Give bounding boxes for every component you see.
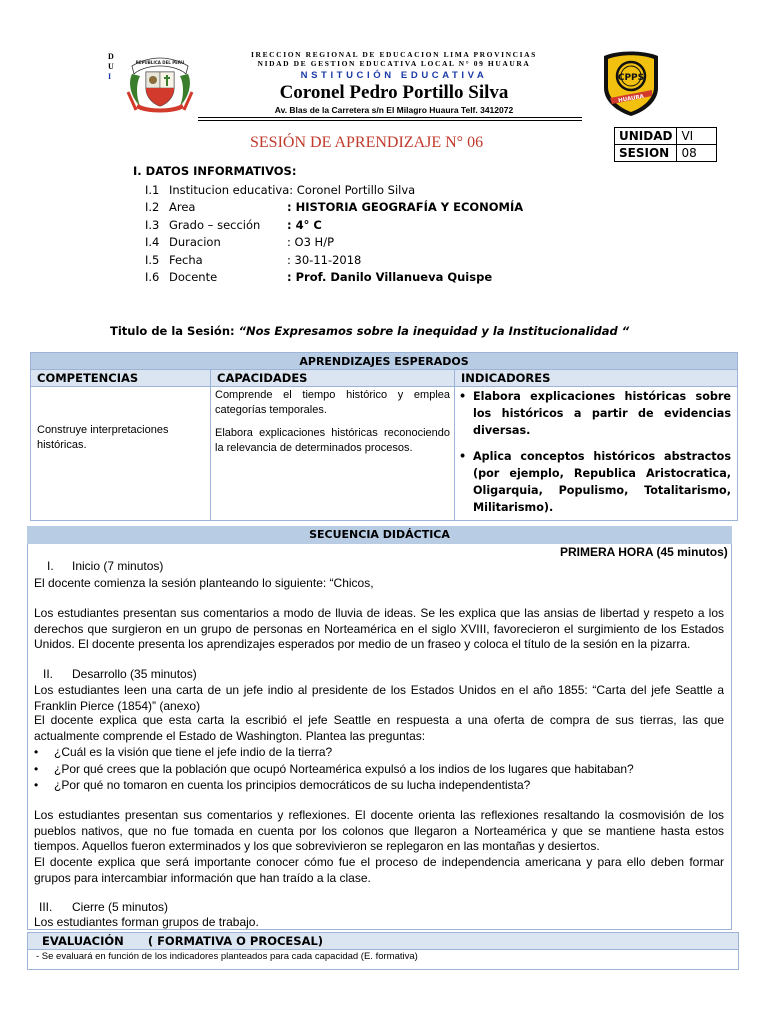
unidad-label: UNIDAD (615, 128, 677, 145)
bullet-icon: • (459, 450, 467, 463)
desarrollo-paragraph: Los estudiantes presentan sus comentarios y reflexiones. El docente orienta las reflexiones resaltando la cosmovisión de los pueblos nativos, que no fue tomada en cuenta por los colonos que llegaron a Norteamérica y que se mantiene hasta estos tiempos. Aquellos fueron exterminados y los que sobrevivieron se replegaron en las montañas y desiertos. (34, 808, 724, 853)
datos-label: Docente (169, 270, 218, 285)
side-letter-i: I (108, 72, 112, 81)
titulo-sesion-value: “Nos Expresamos sobre la inequidad y la Institucionalidad “ (238, 324, 630, 338)
evaluacion-heading (27, 932, 739, 950)
datos-label: Fecha (169, 252, 203, 267)
datos-value: : O3 H/P (287, 235, 335, 250)
evaluacion-label: EVALUACIÓN (42, 934, 124, 948)
list-item (34, 761, 724, 778)
pregunta-text: ¿Cuál es la visión que tiene el jefe indio de la tierra? (54, 745, 333, 759)
aprendizajes-title: APRENDIZAJES ESPERADOS (31, 353, 738, 370)
inicio-num: I. (47, 559, 54, 573)
capacidades-cell (211, 387, 455, 521)
datos-num: I.1 (145, 182, 160, 197)
datos-value: : 30-11-2018 (287, 252, 362, 267)
col-indicadores: INDICADORES (455, 370, 738, 387)
sesion-value: 08 (677, 145, 717, 162)
indicador-text: Elabora explicaciones históricas sobre los históricos a partir de evidencias diversas. (473, 390, 731, 437)
cierre-heading (34, 900, 724, 916)
unit-session-table (614, 127, 717, 162)
datos-row (133, 181, 523, 199)
pregunta-text: ¿Por qué no tomaron en cuenta los principios democráticos de su lucha independentista? (54, 778, 531, 792)
col-competencias: COMPETENCIAS (31, 370, 211, 387)
peru-coat-of-arms-logo (126, 52, 194, 116)
evaluacion-item: - Se evaluará en función de los indicadores planteados para cada capacidad (E. formativa) (27, 950, 739, 970)
bullet-icon: • (459, 390, 467, 403)
list-item (34, 777, 724, 794)
col-capacidades: CAPACIDADES (211, 370, 455, 387)
crest-text: REPUBLICA DEL PERU (135, 60, 185, 65)
preguntas-list (34, 744, 724, 794)
datos-row (133, 199, 523, 217)
datos-label: Institucion educativa (169, 182, 290, 197)
datos-informativos (133, 164, 523, 286)
aprendizajes-table (30, 352, 738, 521)
datos-num: I.2 (145, 200, 160, 215)
list-item (34, 744, 724, 761)
capacidad-item: Comprende el tiempo histórico y emplea categorías temporales. (215, 389, 450, 416)
side-letter-d: D (108, 52, 114, 61)
sesion-label: SESION (615, 145, 677, 162)
inicio-paragraph: El docente comienza la sesión planteando lo siguiente: “Chicos, (34, 576, 374, 590)
bullet-icon: • (34, 778, 39, 792)
datos-value: : Coronel Portillo Silva (289, 182, 416, 197)
desarrollo-paragraph: El docente explica que será importante conocer cómo fue el proceso de independencia americana y para ello deben formar grupos para intercambiar información que han traído a la clase. (34, 855, 724, 885)
datos-label: Duracion (169, 235, 221, 250)
indicadores-cell (455, 387, 738, 521)
datos-num: I.3 (145, 217, 160, 232)
inicio-paragraph: Los estudiantes presentan sus comentarios a modo de lluvia de ideas. Se les explica que las ansias de libertad y respeto a los derechos que surgieron en un grupo de personas en Norteamérica en el siglo XVIII, favorecieron el surgimiento de los Estados Unidos. El docente presenta los aprendizajes esperados por medio de un fraseo y coloca el título de la sesión en la pizarra. (34, 606, 724, 651)
datos-num: I.6 (145, 270, 160, 285)
bullet-icon: • (34, 761, 39, 776)
datos-value: : HISTORIA GEOGRAFÍA Y ECONOMÍA (287, 200, 524, 215)
header-direccion-regional: IRECCION REGIONAL DE EDUCACION LIMA PROVINCIAS (251, 50, 537, 59)
desarrollo-paragraph: Los estudiantes leen una carta de un jefe indio al presidente de los Estados Unidos en el año 1855: “Carta del jefe Seattle a Franklin Pierce (1854)” (anexo) (34, 683, 724, 713)
badge-text: CPPS (617, 73, 645, 83)
secuencia-title: SECUENCIA DIDÁCTICA (27, 526, 732, 544)
sesion-row (615, 145, 717, 162)
datos-title: I. DATOS INFORMATIVOS: (133, 164, 297, 178)
primera-hora-label: PRIMERA HORA (45 minutos) (560, 545, 728, 559)
competencia-cell: Construye interpretaciones históricas. (31, 387, 211, 521)
header-school-name: Coronel Pedro Portillo Silva (279, 82, 509, 103)
datos-row (133, 216, 523, 234)
cierre-paragraph: Los estudiantes forman grupos de trabajo. (34, 915, 259, 929)
datos-value: : 4° C (287, 217, 322, 232)
badge-sub-text: HUAURA (617, 93, 645, 105)
unidad-row (615, 128, 717, 145)
inicio-label: Inicio (7 minutos) (72, 559, 164, 573)
header-address: Av. Blas de la Carretera s/n El Milagro Huaura Telf. 3412072 (274, 105, 514, 115)
datos-value: : Prof. Danilo Villanueva Quispe (287, 270, 493, 285)
pregunta-text: ¿Por qué crees que la población que ocupó Norteamérica expulsó a los indios de los lugares que habitaban? (54, 761, 634, 776)
header-institucion-label: NSTITUCIÓN EDUCATIVA (300, 70, 488, 81)
bullet-icon: • (34, 745, 39, 759)
school-badge-logo (600, 50, 662, 116)
indicador-text: Aplica conceptos históricos abstractos (por ejemplo, Republica Aristocratica, Oligarquia, Populismo, Totalitarismo, Militarismo). (473, 450, 731, 514)
datos-num: I.5 (145, 252, 160, 267)
unidad-value: VI (677, 128, 717, 145)
desarrollo-paragraph: El docente explica que esta carta la escribió el jefe Seattle en respuesta a una oferta de compra de sus tierras, las que actualmente comprende el Estado de Washington. Plantea las preguntas: (34, 713, 724, 743)
datos-row (133, 234, 523, 252)
indicador-item (459, 448, 731, 516)
session-title: SESIÓN DE APRENDIZAJE N° 06 (250, 134, 484, 151)
inicio-heading (34, 559, 724, 575)
header-side-letters (108, 52, 120, 82)
datos-label: Grado – sección (169, 217, 261, 232)
header-rule (198, 117, 582, 118)
datos-label: Area (169, 200, 196, 215)
datos-row (133, 269, 523, 287)
datos-row (133, 251, 523, 269)
side-letter-u: U (108, 62, 114, 71)
desarrollo-heading (34, 667, 724, 683)
cierre-num: III. (39, 900, 53, 914)
desarrollo-label: Desarrollo (35 minutos) (72, 667, 197, 681)
desarrollo-num: II. (43, 667, 54, 681)
indicador-item (459, 388, 731, 439)
titulo-sesion (110, 324, 629, 338)
evaluacion-type: ( FORMATIVA O PROCESAL) (147, 934, 324, 948)
header-rule-thin (198, 120, 582, 121)
titulo-sesion-label: Titulo de la Sesión: (110, 324, 239, 338)
datos-num: I.4 (145, 235, 160, 250)
cierre-label: Cierre (5 minutos) (72, 900, 169, 914)
header-ugel: NIDAD DE GESTION EDUCATIVA LOCAL N° 09 HUAURA (257, 59, 531, 68)
capacidad-item: Elabora explicaciones históricas reconociendo la relevancia de determinados procesos. (215, 427, 450, 454)
